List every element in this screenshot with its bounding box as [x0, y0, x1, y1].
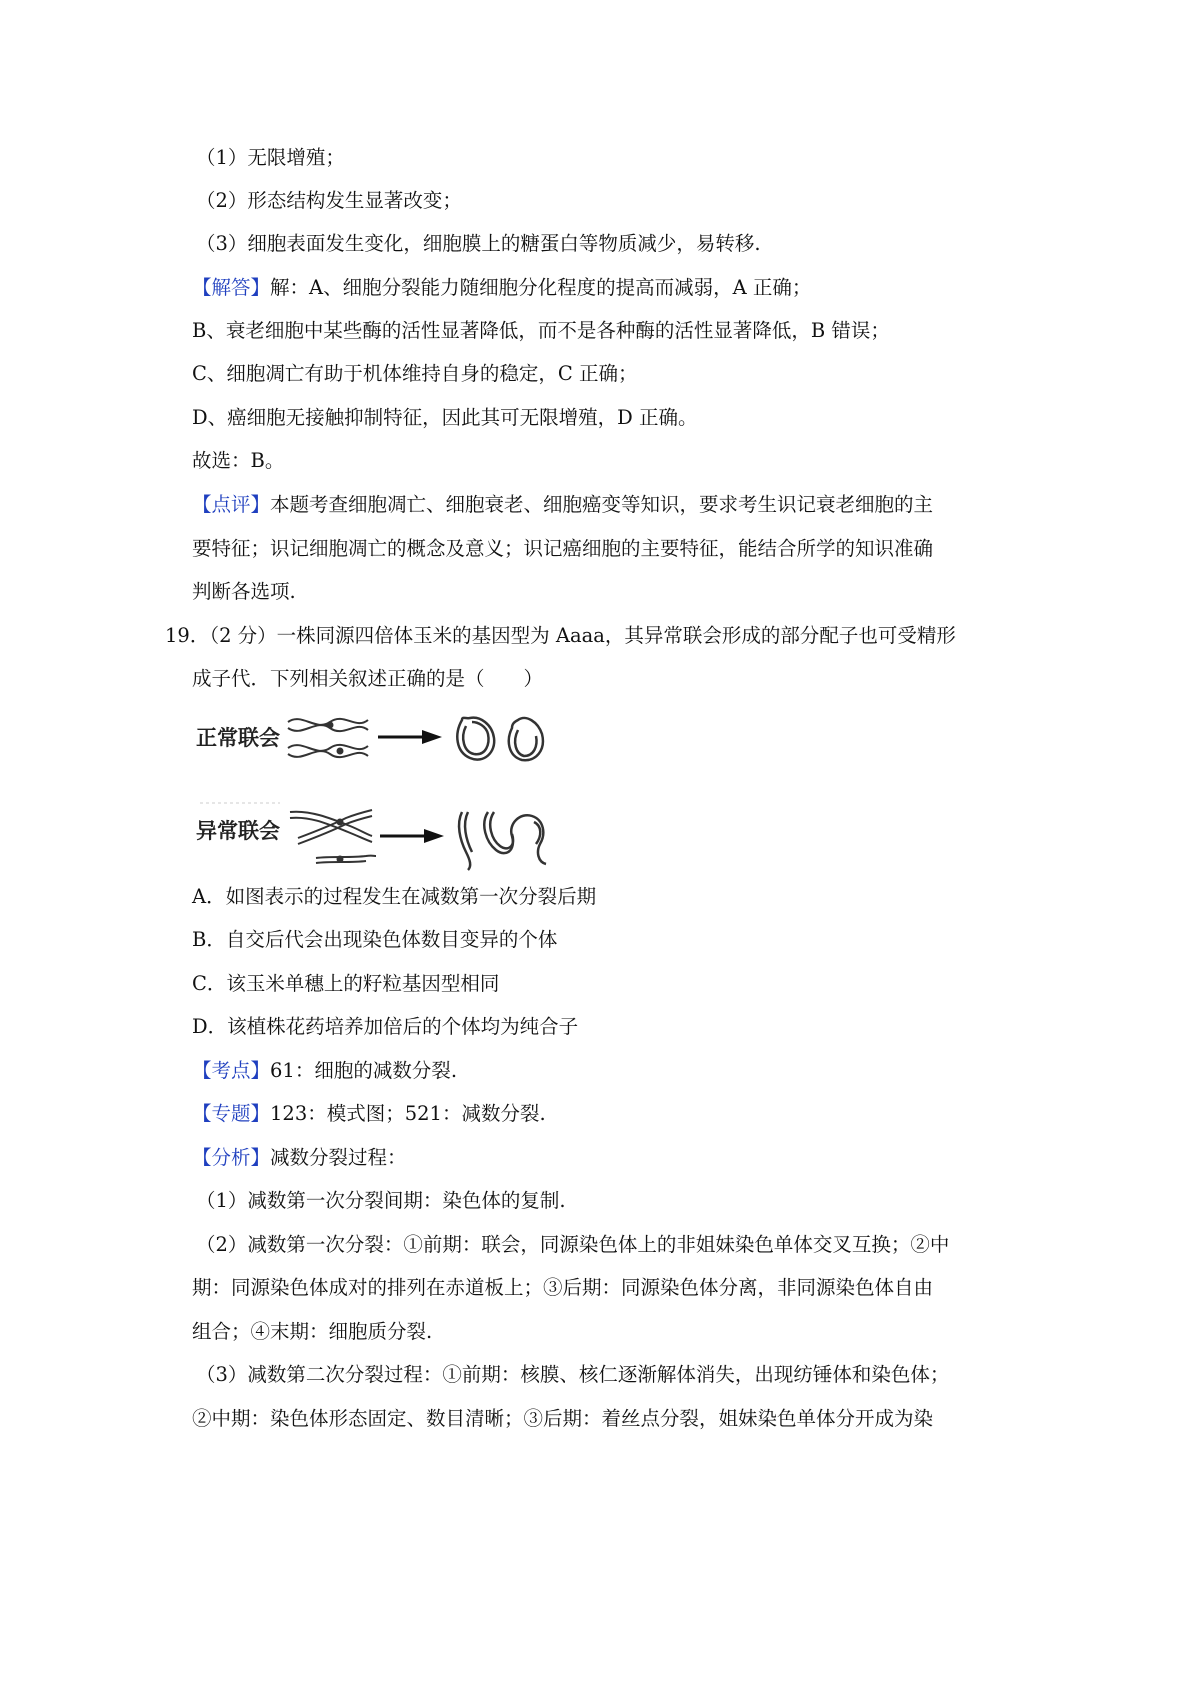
zhuanti-line [192, 1101, 546, 1127]
answer-choice: 故选：B。 [192, 449, 285, 472]
fenxi-point-2-line-1: （2）减数第一次分裂：①前期：联会，同源染色体上的非姐妹染色单体交叉互换；②中 [196, 1233, 950, 1256]
fenxi-line [192, 1145, 407, 1171]
prev-point-3: （3）细胞表面发生变化，细胞膜上的糖蛋白等物质减少，易转移. [196, 232, 761, 255]
fenxi-point-2-line-3: 组合；④末期：细胞质分裂. [192, 1320, 433, 1343]
option-d: D．该植株花药培养加倍后的个体均为纯合子 [192, 1015, 579, 1038]
fenxi-tag: 【分析】 [192, 1146, 271, 1169]
comment-tag: 【点评】 [192, 493, 271, 516]
kaodian-text: 61：细胞的减数分裂. [270, 1059, 458, 1082]
comment-line-3: 判断各选项. [192, 580, 296, 603]
comment-line-2: 要特征；识记细胞凋亡的概念及意义；识记癌细胞的主要特征，能结合所学的知识准确 [192, 537, 934, 560]
zhuanti-text: 123：模式图；521：减数分裂. [270, 1102, 546, 1125]
question-19-line-1: 19．（2 分）一株同源四倍体玉米的基因型为 Aaaa，其异常联会形成的部分配子也可受精形 [165, 624, 956, 647]
answer-text-a: 解：A、细胞分裂能力随细胞分化程度的提高而减弱，A 正确； [270, 276, 812, 299]
bivalent-rings-icon [457, 718, 543, 761]
question-19-line-2: 成子代．下列相关叙述正确的是（ ） [192, 667, 544, 690]
fenxi-point-3-line-2: ②中期：染色体形态固定、数目清晰；③后期：着丝点分裂，姐妹染色单体分开成为染 [192, 1407, 934, 1430]
fenxi-text: 减数分裂过程： [270, 1146, 407, 1169]
fenxi-point-2-line-2: 期：同源染色体成对的排列在赤道板上；③后期：同源染色体分离，非同源染色体自由 [192, 1276, 934, 1299]
answer-line-d: D、癌细胞无接触抑制特征，因此其可无限增殖，D 正确。 [192, 406, 698, 429]
synapsis-svg [190, 700, 570, 885]
synapsis-diagram [190, 700, 570, 885]
comment-text-1: 本题考查细胞凋亡、细胞衰老、细胞癌变等知识，要求考生识记衰老细胞的主 [270, 493, 934, 516]
abnormal-chromosomes-icon [290, 810, 376, 863]
option-b: B．自交后代会出现染色体数目变异的个体 [192, 928, 558, 951]
normal-arrow-icon [378, 730, 442, 744]
zhuanti-tag: 【专题】 [192, 1102, 271, 1125]
answer-line-a [192, 275, 811, 301]
abnormal-arrow-icon [380, 829, 444, 843]
kaodian-line [192, 1058, 457, 1084]
kaodian-tag: 【考点】 [192, 1059, 271, 1082]
answer-tag: 【解答】 [192, 276, 271, 299]
fenxi-point-3-line-1: （3）减数第二次分裂过程：①前期：核膜、核仁逐渐解体消失，出现纺锤体和染色体； [196, 1363, 950, 1386]
prev-point-1: （1）无限增殖； [196, 146, 345, 169]
fenxi-point-1: （1）减数第一次分裂间期：染色体的复制. [196, 1189, 566, 1212]
abnormal-synapsis-label: 异常联会 [196, 819, 280, 843]
option-a: A．如图表示的过程发生在减数第一次分裂后期 [192, 885, 597, 908]
option-c: C．该玉米单穗上的籽粒基因型相同 [192, 972, 500, 995]
answer-line-c: C、细胞凋亡有助于机体维持自身的稳定，C 正确； [192, 362, 638, 385]
comment-line-1 [192, 492, 933, 518]
normal-synapsis-label: 正常联会 [196, 726, 280, 750]
normal-chromosomes-icon [288, 719, 368, 757]
answer-line-b: B、衰老细胞中某些酶的活性显著降低，而不是各种酶的活性显著降低，B 错误； [192, 319, 890, 342]
prev-point-2: （2）形态结构发生显著改变； [196, 189, 462, 212]
trivalent-univalent-icon [459, 812, 546, 870]
